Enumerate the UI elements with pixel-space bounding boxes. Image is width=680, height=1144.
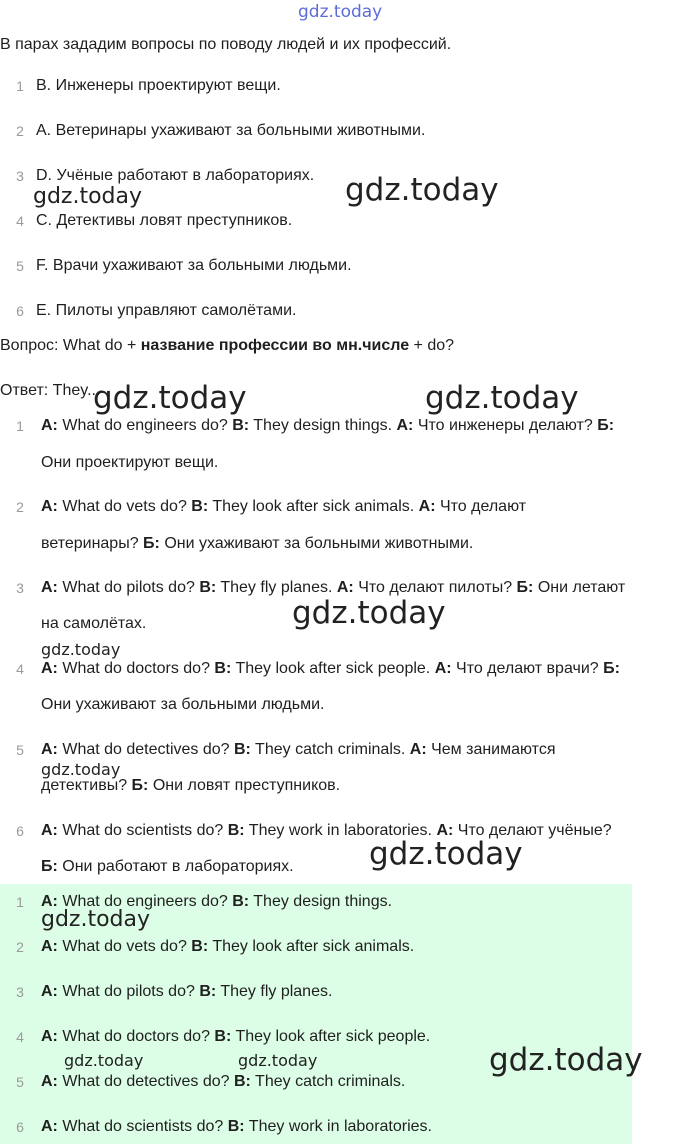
dialog-q: What do doctors do? — [57, 660, 215, 677]
dialog-q: What do pilots do? — [57, 983, 200, 1000]
list-number: 2 — [16, 499, 24, 515]
watermark: gdz.today — [345, 172, 499, 208]
label-b: B: — [199, 983, 217, 1000]
label-a: A: — [41, 822, 58, 839]
label-a: A: — [41, 498, 58, 515]
label-ra: А: — [396, 417, 414, 434]
label-a: A: — [41, 741, 58, 758]
dialog-q: What do scientists do? — [57, 1118, 228, 1135]
dialog-line — [41, 740, 555, 760]
dialog-q: What do doctors do? — [57, 1028, 215, 1045]
watermark: gdz.today — [41, 907, 151, 932]
label-ra: А: — [434, 660, 452, 677]
label-ra: А: — [336, 579, 354, 596]
dialog-line: на самолётах. — [41, 615, 147, 632]
dialog-a: They work in laboratories. — [244, 822, 437, 839]
watermark: gdz.today — [64, 1051, 144, 1070]
list-number: 6 — [16, 823, 24, 839]
dialog-a: They design things. — [249, 893, 393, 910]
dialog-line — [41, 821, 612, 841]
dialog-line: Они ухаживают за больными людьми. — [41, 696, 325, 713]
label-a: A: — [41, 579, 58, 596]
list-number: 4 — [16, 1029, 24, 1045]
label-rb: Б: — [131, 777, 149, 794]
dialog-line — [41, 416, 614, 436]
dialog-a: They work in laboratories. — [244, 1118, 432, 1135]
dialog-rq: Что делают учёные? — [453, 822, 612, 839]
dialog-line — [41, 497, 526, 517]
label-a: A: — [41, 1118, 58, 1135]
label-b: B: — [199, 579, 217, 596]
list-item: A. Ветеринары ухаживают за больными животными. — [36, 122, 426, 139]
label-a: A: — [41, 1028, 58, 1045]
list-item — [41, 937, 414, 957]
list-item: B. Инженеры проектируют вещи. — [36, 77, 281, 94]
list-item: D. Учёные работают в лабораториях. — [36, 167, 315, 184]
watermark: gdz.today — [33, 184, 143, 209]
dialog-a: They look after sick people. — [231, 660, 435, 677]
dialog-line — [41, 659, 620, 679]
label-rb: Б: — [597, 417, 615, 434]
watermark: gdz.today — [41, 640, 121, 659]
dialog-rq: Что инженеры делают? — [413, 417, 598, 434]
list-item: F. Врачи ухаживают за больными людьми. — [36, 257, 352, 274]
dialog-q: What do detectives do? — [57, 741, 234, 758]
label-a: A: — [41, 417, 58, 434]
dialog-q: What do vets do? — [57, 498, 192, 515]
list-number: 5 — [16, 742, 24, 758]
list-number: 5 — [16, 1074, 24, 1090]
list-number: 4 — [16, 213, 24, 229]
list-number: 3 — [16, 168, 24, 184]
list-number: 1 — [16, 418, 24, 434]
label-b: B: — [232, 417, 250, 434]
watermark: gdz.today — [292, 595, 446, 631]
list-item — [41, 1027, 430, 1047]
list-item — [41, 982, 332, 1002]
watermark-top: gdz.today — [298, 2, 383, 22]
watermark: gdz.today — [238, 1051, 318, 1070]
label-b: B: — [227, 1118, 245, 1135]
answer-line: Ответ: They... — [0, 382, 101, 399]
label-a: A: — [41, 983, 58, 1000]
list-number: 1 — [16, 894, 24, 910]
list-number: 6 — [16, 303, 24, 319]
dialog-a: They look after sick animals. — [208, 498, 419, 515]
list-number: 3 — [16, 580, 24, 596]
dialog-q: What do detectives do? — [57, 1073, 234, 1090]
dialog-q: What do engineers do? — [57, 417, 233, 434]
dialog-a: They design things. — [249, 417, 397, 434]
label-b: B: — [214, 660, 232, 677]
dialog-a: They catch criminals. — [250, 1073, 406, 1090]
label-ra: А: — [409, 741, 427, 758]
dialog-q: What do scientists do? — [57, 822, 228, 839]
dialog-rq: Что делают — [435, 498, 527, 515]
label-b: B: — [234, 1073, 251, 1090]
question-line — [0, 336, 454, 356]
dialog-ra: Они ухаживают за больными животными. — [159, 535, 474, 552]
label-rb: Б: — [143, 535, 160, 552]
dialog-line: Они проектируют вещи. — [41, 454, 219, 471]
watermark: gdz.today — [489, 1042, 643, 1078]
list-number: 3 — [16, 984, 24, 1000]
dialog-rq: Что делают врачи? — [451, 660, 604, 677]
dialog-a: They look after sick animals. — [208, 938, 415, 955]
question-prefix: Вопрос: What do + — [0, 337, 141, 354]
label-ra: А: — [418, 498, 436, 515]
dialog-ra: Они летают — [533, 579, 626, 596]
label-rb: Б: — [603, 660, 620, 677]
dialog-a: They fly planes. — [216, 579, 337, 596]
list-number: 6 — [16, 1119, 24, 1135]
dialog-rq: ветеринары? — [41, 535, 144, 552]
label-b: B: — [234, 741, 251, 758]
question-bold: название профессии во мн.числе — [140, 337, 410, 354]
watermark: gdz.today — [41, 760, 121, 779]
watermark: gdz.today — [93, 380, 247, 416]
dialog-q: What do vets do? — [57, 938, 192, 955]
list-number: 2 — [16, 939, 24, 955]
list-item — [41, 1117, 432, 1137]
list-number: 4 — [16, 661, 24, 677]
intro-text: В парах зададим вопросы по поводу людей и их профессий. — [0, 36, 452, 53]
list-number: 1 — [16, 78, 24, 94]
dialog-a: They look after sick people. — [231, 1028, 431, 1045]
label-a: A: — [41, 938, 58, 955]
label-a: A: — [41, 1073, 58, 1090]
label-a: A: — [41, 660, 58, 677]
dialog-rq: Чем занимаются — [426, 741, 556, 758]
dialog-ra: Они работают в лабораториях. — [57, 858, 294, 875]
dialog-line — [41, 857, 294, 877]
label-b: B: — [214, 1028, 232, 1045]
list-item: E. Пилоты управляют самолётами. — [36, 302, 297, 319]
label-b: B: — [191, 498, 209, 515]
watermark: gdz.today — [369, 836, 523, 872]
label-b: B: — [191, 938, 209, 955]
label-b: B: — [227, 822, 245, 839]
list-item — [41, 1072, 405, 1092]
dialog-a: They catch criminals. — [250, 741, 410, 758]
label-b: B: — [232, 893, 250, 910]
dialog-line — [41, 578, 625, 598]
dialog-q: What do pilots do? — [57, 579, 200, 596]
label-rb: Б: — [41, 858, 58, 875]
dialog-a: They fly planes. — [216, 983, 333, 1000]
dialog-ra: Они ловят преступников. — [148, 777, 341, 794]
dialog-line — [41, 776, 340, 796]
label-rb: Б: — [516, 579, 534, 596]
dialog-rq: детективы? — [41, 777, 132, 794]
label-a: A: — [41, 893, 58, 910]
dialog-line — [41, 534, 473, 554]
dialog-q: What do engineers do? — [57, 893, 233, 910]
label-ra: А: — [436, 822, 454, 839]
dialog-rq: Что делают пилоты? — [353, 579, 517, 596]
list-number: 2 — [16, 123, 24, 139]
list-number: 5 — [16, 258, 24, 274]
question-suffix: + do? — [409, 337, 455, 354]
watermark: gdz.today — [425, 380, 579, 416]
list-item: C. Детективы ловят преступников. — [36, 212, 293, 229]
